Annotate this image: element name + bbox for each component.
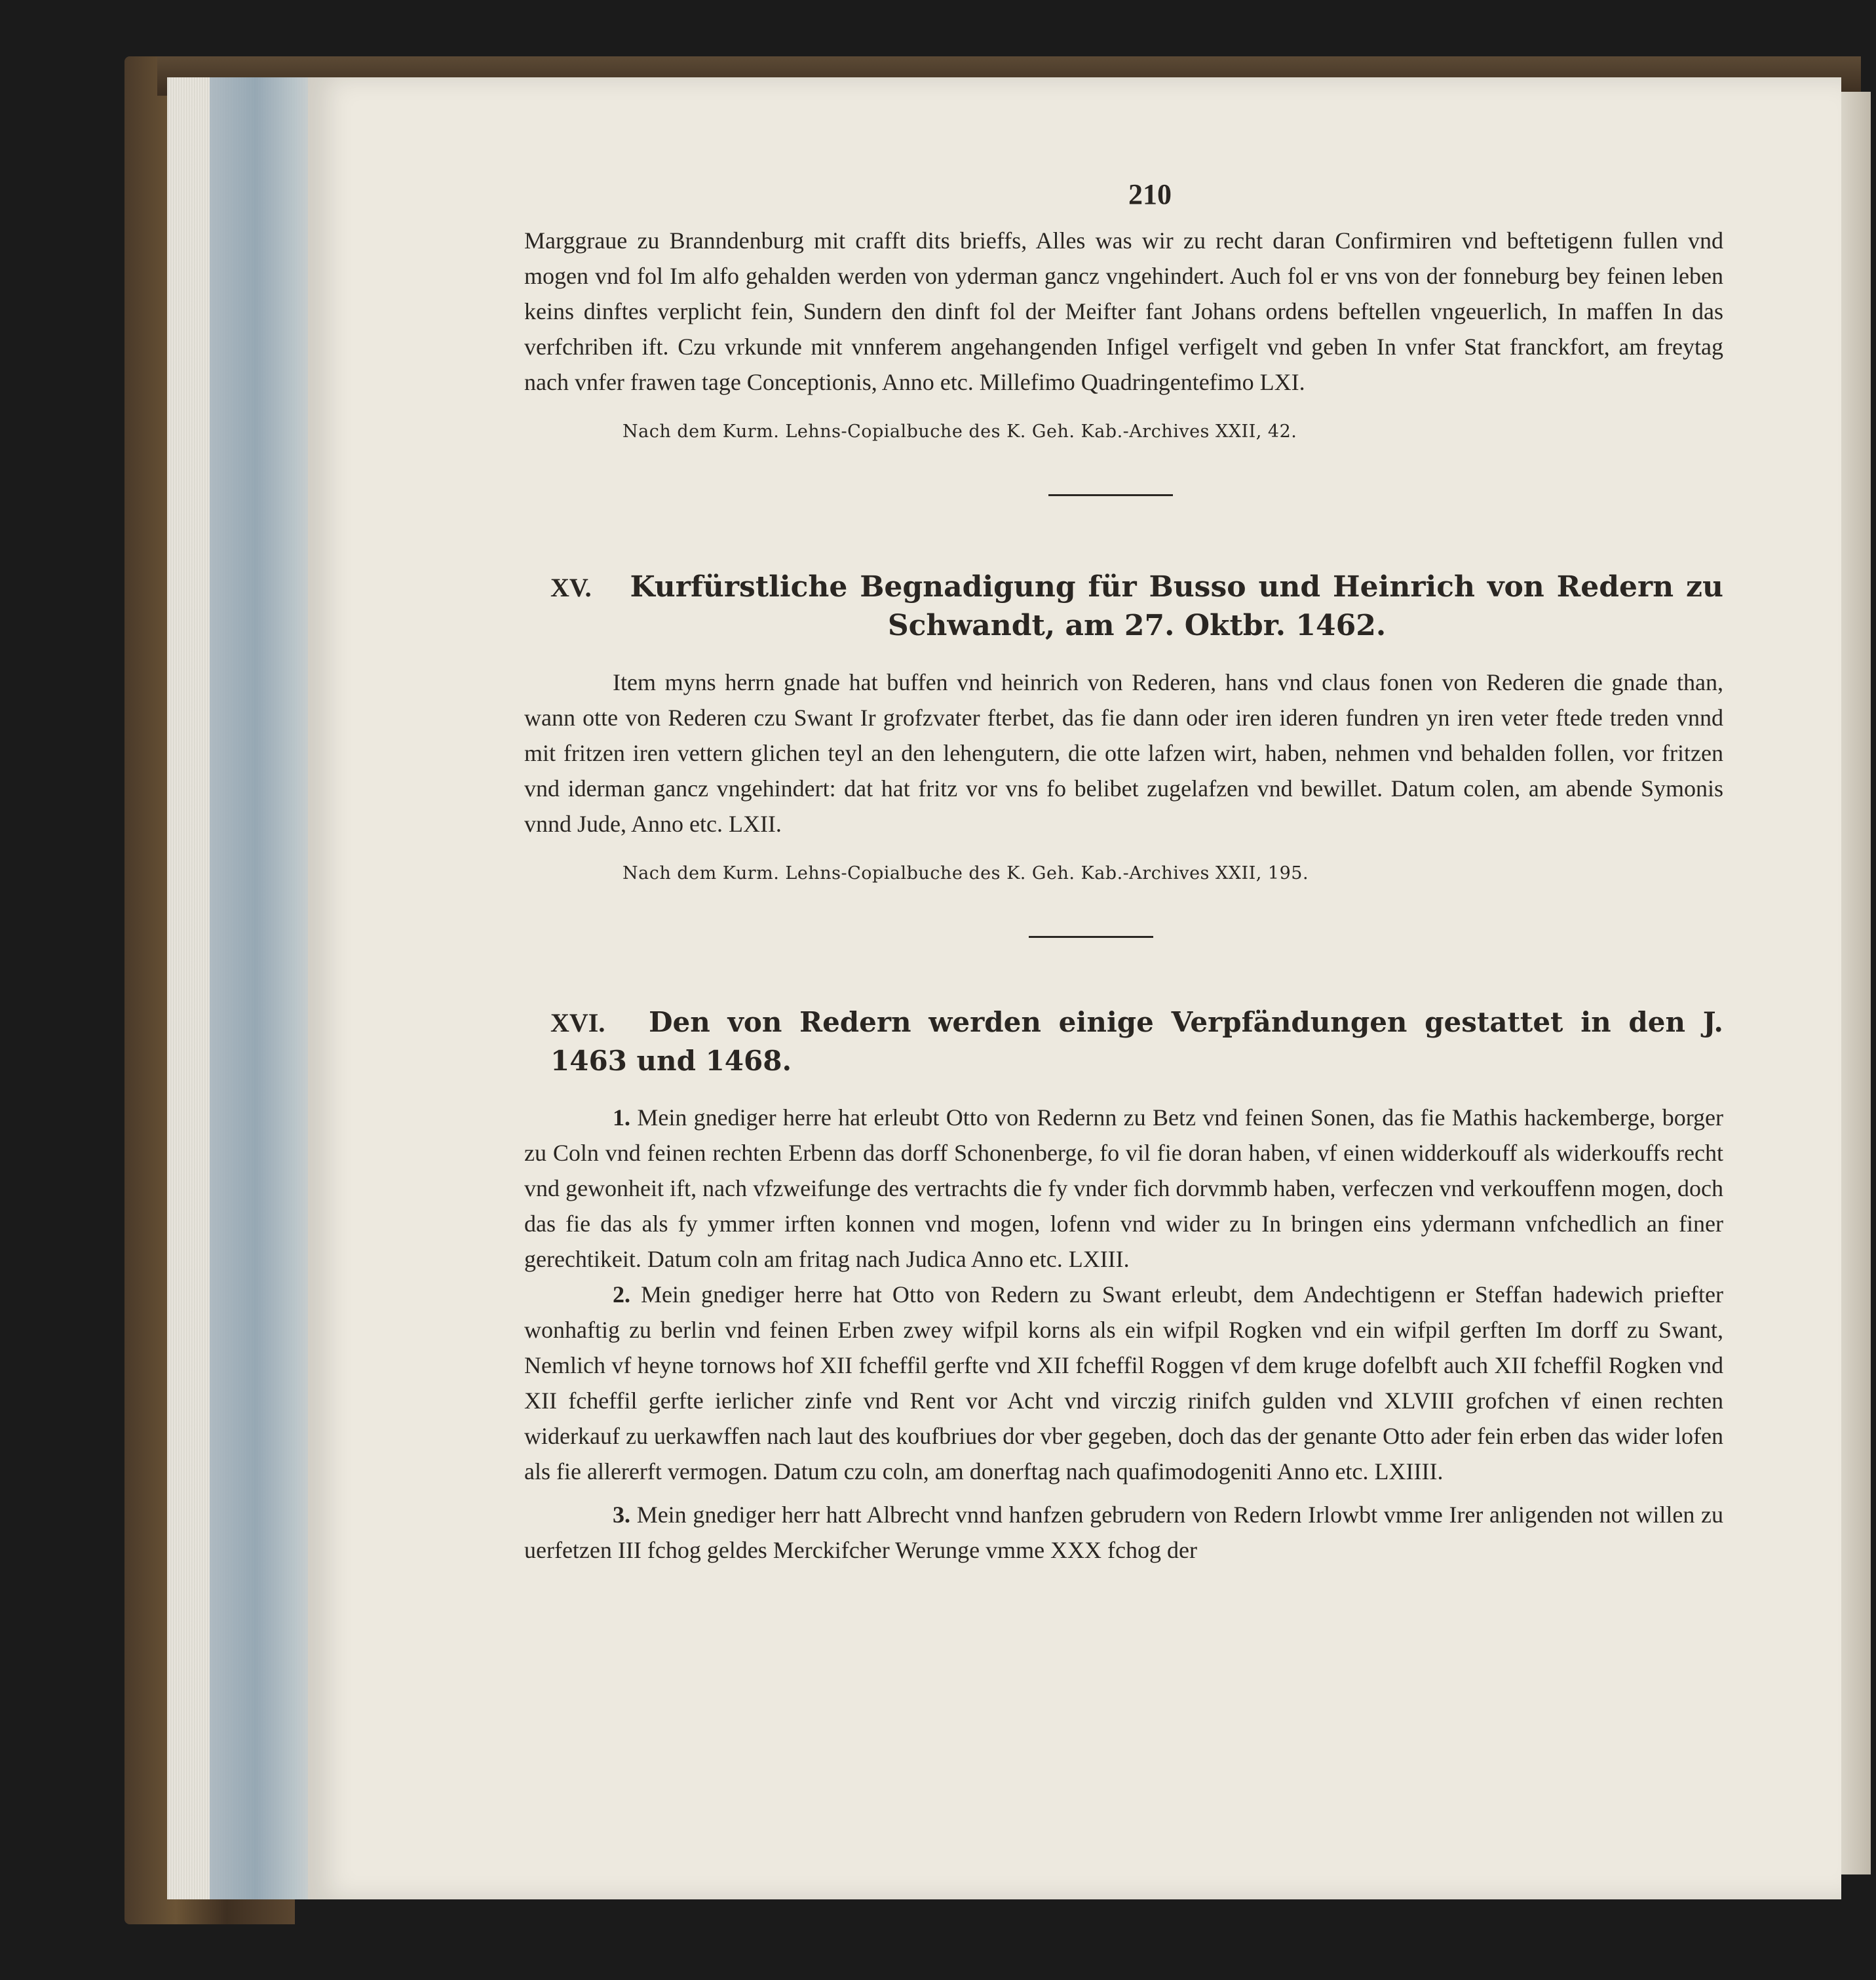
blue-page-edge <box>210 77 324 1899</box>
section-16-heading <box>524 1003 1723 1080</box>
item-number: 2. <box>613 1281 630 1308</box>
section-15-number: XV. <box>550 573 592 602</box>
page-number: 210 <box>1128 178 1172 210</box>
item-text: Mein gnediger herre hat erleubt Otto von Redernn zu Betz vnd feinen Sonen, das fie Mathis hackemberge, borger zu Coln vnd feinen rechten Erbenn das dorff Schonenberge, fo vil fie doran haben, vf einen widderkouff als widerkouffs recht vnd gewonheit ift, nach vfzweifunge des vertrachts die fy vnder fich dorvmmb haben, verfeczen vnd verkouffenn mogen, doch das fie das als fy ymmer irften konnen vnd mogen, lofenn vnd wider zu In bringen eins ydermann vnfchedlich an finer gerechtikeit. Datum coln am fritag nach Judica Anno etc. LXIII. <box>524 1104 1723 1272</box>
item-text: Mein gnediger herr hatt Albrecht vnnd hanfzen gebrudern von Redern Irlowbt vmme Irer anligenden not willen zu uerfetzen III fchog geldes Merckifcher Werunge vmme XXX fchog der <box>524 1502 1723 1563</box>
section-15-heading <box>524 568 1723 645</box>
section-divider-1 <box>1048 494 1173 496</box>
section-16-item-3 <box>524 1497 1723 1568</box>
section-15-title: Kurfürstliche Begnadigung für Busso und Heinrich von Redern zu Schwandt, am 27. Oktbr. 1462. <box>630 570 1723 642</box>
right-page-edge <box>1841 92 1871 1874</box>
item-text: Mein gnediger herre hat Otto von Redern zu Swant erleubt, dem Andechtigenn er Steffan hadewich priefter wonhaftig zu berlin vnd feinen Erben zwey wifpil korns als ein wifpil Rogken vnd ein wifpil gerften Im dorff zu Swant, Nemlich vf heyne tornows hof XII fcheffil gerfte vnd XII fcheffil Roggen vf dem kruge dofelbft auch XII fcheffil Rogken vnd XII fcheffil gerfte ierlicher zinfe vnd Rent vor Acht vnd virczig rinifch gulden vnd XLVIII grofchen vf einen rechten widerkauf zu uerkawffen nach laut des koufbriues dor vber gegeben, doch das der genante Otto ader fein erben das wider lofen als fie allererft vermogen. Datum czu coln, am donerftag nach quafimodogeniti Anno etc. LXIIII. <box>524 1281 1723 1485</box>
page-content <box>524 177 1723 1568</box>
section-divider-2 <box>1029 936 1153 938</box>
section-16-item-2 <box>524 1277 1723 1489</box>
section-16-item-1 <box>524 1100 1723 1277</box>
intro-paragraph: Marggraue zu Branndenburg mit crafft dits brieffs, Alles was wir zu recht daran Confirmiren vnd beftetigenn fullen vnd mogen vnd fol Im alfo gehalden werden von yderman gancz vngehindert. Auch fol er vns von der fonneburg bey feinen leben keins dinftes verplicht fein, Sundern den dinft fol der Meifter fant Johans ordens beftellen vngeuerlich, In maffen In das verfchriben ift. Czu vrkunde mit vnnferem angehangenden Infigel verfigelt vnd geben In vnfer Stat franckfort, am freytag nach vnfer frawen tage Conceptionis, Anno etc. Millefimo Quadringentefimo LXI. <box>524 227 1723 395</box>
item-number: 3. <box>613 1502 630 1528</box>
source-note-1: Nach dem Kurm. Lehns-Copialbuche des K. Geh. Kab.-Archives XXII, 42. <box>622 421 1297 442</box>
section-16-number: XVI. <box>550 1008 605 1038</box>
section-16-title: Den von Redern werden einige Verpfändungen gestattet in den J. 1463 und 1468. <box>550 1006 1723 1077</box>
section-15-source: Nach dem Kurm. Lehns-Copialbuche des K. Geh. Kab.-Archives XXII, 195. <box>622 863 1309 883</box>
item-number: 1. <box>613 1104 630 1131</box>
section-15-text: Item myns herrn gnade hat buffen vnd heinrich von Rederen, hans vnd claus fonen von Rederen die gnade than, wann otte von Rederen czu Swant Ir grofzvater fterbet, das fie dann oder iren ideren fundren yn iren veter ftede treden vnnd mit fritzen iren vettern glichen teyl an den lehengutern, die otte lafzen wirt, haben, nehmen vnd behalden follen, vor fritzen vnd iderman gancz vngehindert: dat hat fritz vor vns fo belibet zugelafzen vnd bewillet. Datum colen, am abende Symonis vnnd Jude, Anno etc. LXII. <box>524 669 1723 837</box>
